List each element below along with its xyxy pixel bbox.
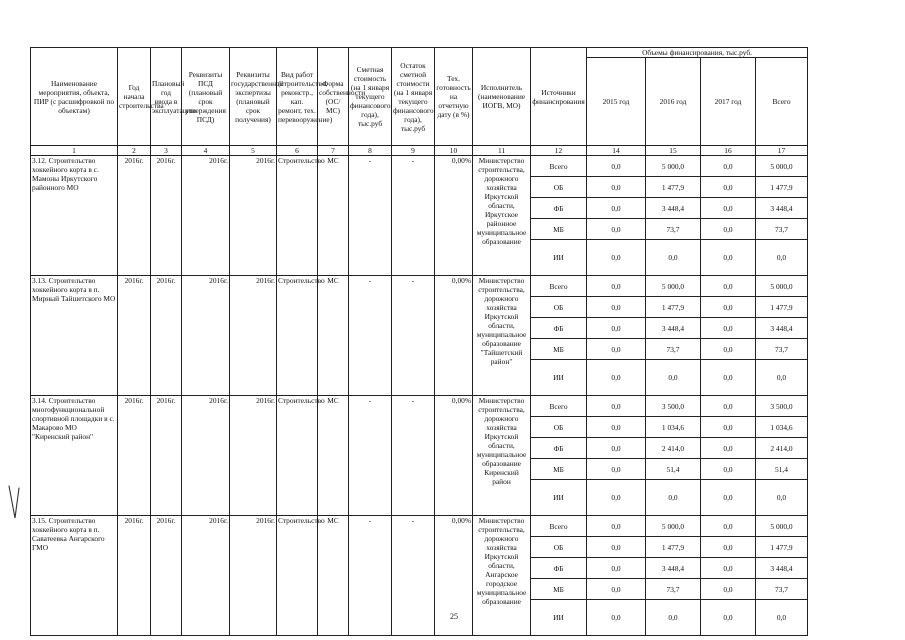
column-number: 9 (392, 146, 435, 156)
project-work-type: Строительство (277, 516, 318, 636)
funding-2015: 0,0 (587, 558, 646, 579)
funding-total: 0,0 (756, 480, 808, 516)
project-expertise: 2016г. (230, 276, 277, 396)
project-start-year: 2016г. (118, 156, 151, 276)
funding-2016: 5 000,0 (646, 156, 701, 177)
funding-2016: 3 448,4 (646, 198, 701, 219)
funding-2016: 51,4 (646, 459, 701, 480)
handwritten-check-mark (6, 482, 30, 522)
header-total: Всего (756, 58, 808, 146)
page-number: 25 (450, 612, 458, 621)
table-row (31, 276, 808, 297)
funding-source: ФБ (531, 438, 587, 459)
project-estimate: - (349, 516, 392, 636)
project-ownership: МС (318, 156, 349, 276)
funding-2017: 0,0 (701, 276, 756, 297)
funding-source: ОБ (531, 297, 587, 318)
project-commission-year: 2016г. (151, 516, 182, 636)
funding-2017: 0,0 (701, 339, 756, 360)
column-number: 10 (435, 146, 473, 156)
funding-2015: 0,0 (587, 438, 646, 459)
funding-2016: 3 448,4 (646, 318, 701, 339)
funding-2016: 1 034,6 (646, 417, 701, 438)
funding-2016: 3 500,0 (646, 396, 701, 417)
funding-2016: 2 414,0 (646, 438, 701, 459)
funding-2016: 0,0 (646, 600, 701, 636)
project-readiness: 0,00% (435, 156, 473, 276)
funding-2017: 0,0 (701, 438, 756, 459)
project-psd: 2016г. (182, 156, 230, 276)
funding-source: Всего (531, 396, 587, 417)
header-start-year: Год начала строительства (118, 48, 151, 146)
funding-2017: 0,0 (701, 600, 756, 636)
header-psd: Реквизиты ПСД (плановый срок утверждения ПСД) (182, 48, 230, 146)
project-ownership: МС (318, 516, 349, 636)
funding-2017: 0,0 (701, 240, 756, 276)
header-funding-group: Объемы финансирования, тыс.руб. (587, 48, 808, 58)
funding-2017: 0,0 (701, 516, 756, 537)
project-remainder: - (392, 516, 435, 636)
funding-2017: 0,0 (701, 360, 756, 396)
column-number: 2 (118, 146, 151, 156)
header-name: Наименование мероприятия, объекта, ПИР (с расшифровкой по объектам) (31, 48, 118, 146)
header-work-type: Вид работ (строительство, реконстр., кап. ремонт, тех. перевооружение) (277, 48, 318, 146)
header-readiness: Тех. готовность на отчетную дату (в %) (435, 48, 473, 146)
funding-2015: 0,0 (587, 600, 646, 636)
project-psd: 2016г. (182, 396, 230, 516)
funding-source: ФБ (531, 318, 587, 339)
project-commission-year: 2016г. (151, 396, 182, 516)
funding-2015: 0,0 (587, 360, 646, 396)
funding-2015: 0,0 (587, 459, 646, 480)
funding-2016: 73,7 (646, 339, 701, 360)
funding-total: 5 000,0 (756, 516, 808, 537)
column-number: 3 (151, 146, 182, 156)
funding-source: ФБ (531, 558, 587, 579)
funding-2015: 0,0 (587, 156, 646, 177)
funding-total: 1 477,9 (756, 297, 808, 318)
funding-total: 1 477,9 (756, 537, 808, 558)
project-name: 3.12. Строительство хоккейного корта в с. Мамоны Иркутского районного МО (31, 156, 118, 276)
header-2016: 2016 год (646, 58, 701, 146)
funding-total: 3 500,0 (756, 396, 808, 417)
funding-source: МБ (531, 459, 587, 480)
funding-2016: 73,7 (646, 579, 701, 600)
project-expertise: 2016г. (230, 516, 277, 636)
funding-2016: 3 448,4 (646, 558, 701, 579)
funding-total: 73,7 (756, 339, 808, 360)
funding-2015: 0,0 (587, 480, 646, 516)
funding-2016: 1 477,9 (646, 537, 701, 558)
funding-2017: 0,0 (701, 318, 756, 339)
column-number: 5 (230, 146, 277, 156)
column-number: 1 (31, 146, 118, 156)
funding-2017: 0,0 (701, 177, 756, 198)
header-2017: 2017 год (701, 58, 756, 146)
funding-2017: 0,0 (701, 297, 756, 318)
funding-total: 5 000,0 (756, 276, 808, 297)
funding-total: 51,4 (756, 459, 808, 480)
column-number: 16 (701, 146, 756, 156)
column-number: 7 (318, 146, 349, 156)
funding-2017: 0,0 (701, 537, 756, 558)
project-remainder: - (392, 276, 435, 396)
header-sources: Источники финансирования (531, 48, 587, 146)
project-start-year: 2016г. (118, 276, 151, 396)
funding-2015: 0,0 (587, 579, 646, 600)
project-work-type: Строительство (277, 156, 318, 276)
project-remainder: - (392, 396, 435, 516)
funding-2017: 0,0 (701, 219, 756, 240)
funding-source: ОБ (531, 177, 587, 198)
funding-total: 3 448,4 (756, 558, 808, 579)
funding-2016: 73,7 (646, 219, 701, 240)
project-readiness: 0,00% (435, 396, 473, 516)
project-start-year: 2016г. (118, 396, 151, 516)
project-remainder: - (392, 156, 435, 276)
funding-source: ОБ (531, 537, 587, 558)
project-estimate: - (349, 396, 392, 516)
funding-source: ОБ (531, 417, 587, 438)
project-ownership: МС (318, 396, 349, 516)
project-ownership: МС (318, 276, 349, 396)
project-commission-year: 2016г. (151, 156, 182, 276)
project-expertise: 2016г. (230, 156, 277, 276)
project-name: 3.15. Строительство хоккейного корта в п. Саватеевка Ангарского ГМО (31, 516, 118, 636)
column-number: 14 (587, 146, 646, 156)
funding-total: 2 414,0 (756, 438, 808, 459)
project-executor: Министерство строительства, дорожного хозяйства Иркутской области, муниципальное образование Киренский район (473, 396, 531, 516)
funding-2015: 0,0 (587, 396, 646, 417)
funding-2017: 0,0 (701, 396, 756, 417)
header-ownership: Форма собственности (ОС/МС) (318, 48, 349, 146)
header-estimate: Сметная стоимость (на 1 января текущего финансового года), тыс.руб (349, 48, 392, 146)
funding-total: 73,7 (756, 219, 808, 240)
header-expertise: Реквизиты государственной экспертизы (плановый срок получения) (230, 48, 277, 146)
financing-table (30, 47, 808, 636)
funding-source: МБ (531, 579, 587, 600)
funding-total: 0,0 (756, 600, 808, 636)
project-work-type: Строительство (277, 276, 318, 396)
funding-total: 0,0 (756, 360, 808, 396)
header-2015: 2015 год (587, 58, 646, 146)
funding-source: ИИ (531, 360, 587, 396)
funding-2015: 0,0 (587, 219, 646, 240)
funding-total: 3 448,4 (756, 318, 808, 339)
funding-2015: 0,0 (587, 417, 646, 438)
funding-total: 3 448,4 (756, 198, 808, 219)
project-psd: 2016г. (182, 276, 230, 396)
funding-2017: 0,0 (701, 156, 756, 177)
funding-source: Всего (531, 276, 587, 297)
project-psd: 2016г. (182, 516, 230, 636)
column-number-row (31, 146, 808, 156)
project-start-year: 2016г. (118, 516, 151, 636)
project-readiness: 0,00% (435, 516, 473, 636)
project-estimate: - (349, 156, 392, 276)
project-name: 3.13. Строительство хоккейного корта в п. Мирный Тайшетского МО (31, 276, 118, 396)
project-executor: Министерство строительства, дорожного хозяйства Иркутской области, Ангарское городское муниципальное образование (473, 516, 531, 636)
column-number: 4 (182, 146, 230, 156)
funding-2016: 1 477,9 (646, 177, 701, 198)
funding-2016: 0,0 (646, 240, 701, 276)
funding-source: МБ (531, 219, 587, 240)
funding-2016: 5 000,0 (646, 276, 701, 297)
table-row (31, 156, 808, 177)
funding-2015: 0,0 (587, 276, 646, 297)
project-readiness: 0,00% (435, 276, 473, 396)
funding-total: 0,0 (756, 240, 808, 276)
funding-2017: 0,0 (701, 579, 756, 600)
funding-source: ФБ (531, 198, 587, 219)
project-expertise: 2016г. (230, 396, 277, 516)
column-number: 12 (531, 146, 587, 156)
funding-2016: 0,0 (646, 480, 701, 516)
header-commission-year: Плановый год ввода в эксплуатацию (151, 48, 182, 146)
funding-2017: 0,0 (701, 459, 756, 480)
funding-source: Всего (531, 516, 587, 537)
funding-2017: 0,0 (701, 198, 756, 219)
table-body (31, 156, 808, 636)
header-executor: Исполнитель (наименование ИОГВ, МО) (473, 48, 531, 146)
project-executor: Министерство строительства, дорожного хозяйства Иркутской области, Иркутское районное муниципальное образование (473, 156, 531, 276)
funding-2015: 0,0 (587, 318, 646, 339)
funding-2016: 1 477,9 (646, 297, 701, 318)
funding-2017: 0,0 (701, 480, 756, 516)
header-remainder: Остаток сметной стоимости (на 1 января текущего финансового года), тыс.руб (392, 48, 435, 146)
project-name: 3.14. Строительство многофункциональной спортивной площадки в с. Макарово МО "Киренский район" (31, 396, 118, 516)
funding-source: Всего (531, 156, 587, 177)
funding-total: 1 034,6 (756, 417, 808, 438)
column-number: 6 (277, 146, 318, 156)
funding-2015: 0,0 (587, 537, 646, 558)
funding-total: 73,7 (756, 579, 808, 600)
project-executor: Министерство строительства, дорожного хозяйства Иркутской области, муниципальное образование "Тайшетский район" (473, 276, 531, 396)
funding-source: ИИ (531, 480, 587, 516)
project-estimate: - (349, 276, 392, 396)
funding-2015: 0,0 (587, 516, 646, 537)
funding-2016: 5 000,0 (646, 516, 701, 537)
column-number: 8 (349, 146, 392, 156)
column-number: 17 (756, 146, 808, 156)
funding-2015: 0,0 (587, 177, 646, 198)
project-work-type: Строительство (277, 396, 318, 516)
funding-total: 5 000,0 (756, 156, 808, 177)
funding-total: 1 477,9 (756, 177, 808, 198)
funding-source: ИИ (531, 240, 587, 276)
funding-2016: 0,0 (646, 360, 701, 396)
funding-2017: 0,0 (701, 417, 756, 438)
funding-source: МБ (531, 339, 587, 360)
column-number: 15 (646, 146, 701, 156)
column-number: 11 (473, 146, 531, 156)
funding-source: ИИ (531, 600, 587, 636)
funding-2015: 0,0 (587, 198, 646, 219)
funding-2015: 0,0 (587, 297, 646, 318)
table-row (31, 396, 808, 417)
funding-2015: 0,0 (587, 240, 646, 276)
funding-2015: 0,0 (587, 339, 646, 360)
funding-2017: 0,0 (701, 558, 756, 579)
table-row (31, 516, 808, 537)
project-commission-year: 2016г. (151, 276, 182, 396)
